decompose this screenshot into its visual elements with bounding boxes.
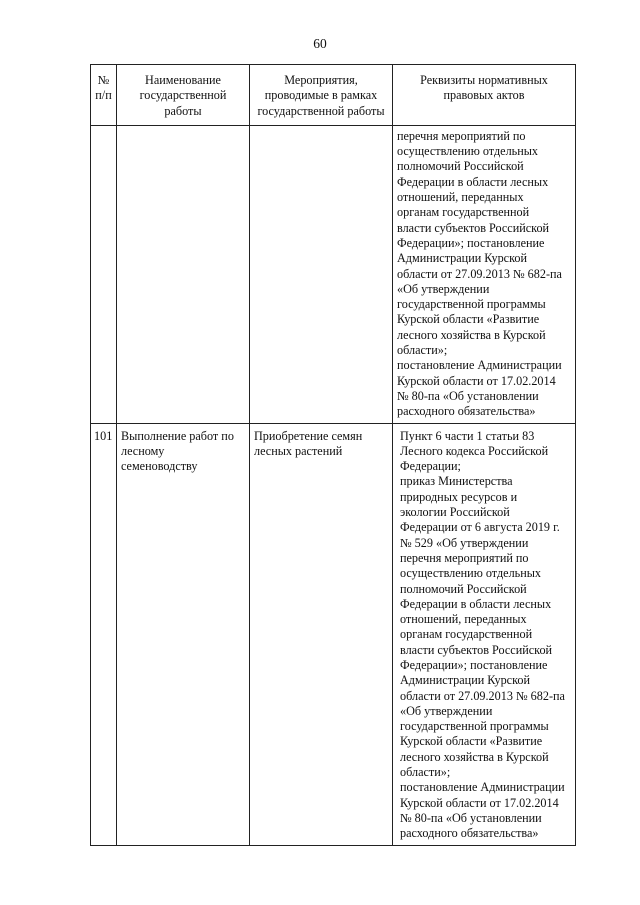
table-row [91, 125, 576, 423]
cell-activity: Приобретение семян лесных растений [250, 423, 393, 845]
header-legal-acts: Реквизиты нормативных правовых актов [393, 65, 576, 126]
cell-activity [250, 125, 393, 423]
page-number: 60 [313, 36, 327, 51]
cell-work-name [117, 125, 250, 423]
cell-legal-acts: перечня мероприятий по осуществлению отдельных полномочий Российской Федерации в области лесных отношений, переданных органам государственной власти субъектов Российской Федерации»; постановление Администрации Курской области от 27.09.2013 № 682-па «Об утверждении государственной программы Курской области «Развитие лесного хозяйства в Курской области»; постановление Администрации Курской области от 17.02.2014 № 80-па «Об установлении расходного обязательства» [393, 125, 576, 423]
cell-legal-acts: Пункт 6 части 1 статьи 83 Лесного кодекса Российской Федерации; приказ Министерства природных ресурсов и экологии Российской Федерации от 6 августа 2019 г. № 529 «Об утверждении перечня мероприятий по осуществлению отдельных полномочий Российской Федерации в области лесных отношений, переданных органам государственной власти субъектов Российской Федерации»; постановление Администрации Курской области от 27.09.2013 № 682-па «Об утверждении государственной программы Курской области «Развитие лесного хозяйства в Курской области»; постановление Администрации Курской области от 17.02.2014 № 80-па «Об установлении расходного обязательства» [393, 423, 576, 845]
header-activities: Мероприятия, проводимые в рамках государственной работы [250, 65, 393, 126]
table-row [91, 423, 576, 845]
cell-number [91, 125, 117, 423]
cell-number: 101 [91, 423, 117, 845]
header-work-name: Наименование государственной работы [117, 65, 250, 126]
header-number: № п/п [91, 65, 117, 126]
cell-work-name: Выполнение работ по лесному семеноводству [117, 423, 250, 845]
regulatory-table [90, 64, 576, 846]
table-header-row [91, 65, 576, 126]
